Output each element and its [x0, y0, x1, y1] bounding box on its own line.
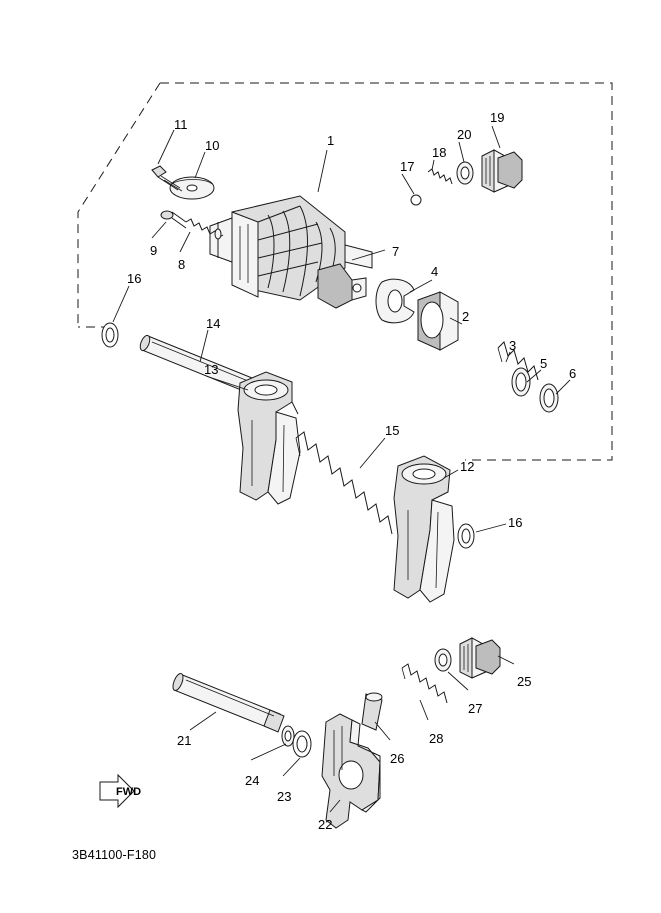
callout-17: 17	[400, 159, 415, 174]
callout-24: 24	[245, 773, 260, 788]
circlip-left	[102, 323, 118, 347]
stopper-bolt-assembly	[435, 638, 500, 678]
bearing-and-seals	[376, 279, 558, 412]
callout-21: 21	[177, 733, 192, 748]
part-code: 3B41100-F180	[72, 848, 157, 862]
callout-22: 22	[318, 817, 333, 832]
stopper-lever-pin	[362, 693, 382, 730]
callout-28: 28	[429, 731, 444, 746]
callout-11: 11	[174, 117, 188, 132]
fwd-label: FWD	[116, 786, 142, 798]
callout-16: 16	[127, 271, 142, 286]
callout-19: 19	[490, 110, 505, 125]
callout-10: 10	[205, 138, 220, 153]
callout-5: 5	[540, 356, 548, 371]
callout-20: 20	[457, 127, 472, 142]
callout-3: 3	[509, 338, 517, 353]
callout-4: 4	[431, 264, 439, 279]
callout-2: 2	[462, 309, 470, 324]
callout-6: 6	[569, 366, 577, 381]
callout-1: 1	[327, 133, 335, 148]
callout-14: 14	[206, 316, 221, 331]
callout-27: 27	[468, 701, 483, 716]
callout-25: 25	[517, 674, 532, 689]
stopper-assembly	[411, 150, 522, 205]
callout-23: 23	[277, 789, 292, 804]
callout-7: 7	[392, 244, 400, 259]
callout-8: 8	[178, 257, 186, 272]
callout-26: 26	[390, 751, 405, 766]
shift-cam	[210, 196, 372, 308]
shift-shaft	[171, 672, 284, 732]
callout-9: 9	[150, 243, 158, 258]
shaft-washers	[282, 726, 311, 757]
callout-16b: 16	[508, 515, 523, 530]
callout-12: 12	[460, 459, 475, 474]
callout-18: 18	[432, 145, 447, 160]
callout-13: 13	[204, 362, 219, 377]
shift-fork-left	[238, 372, 300, 504]
circlip-right	[458, 524, 474, 548]
callout-15: 15	[385, 423, 400, 438]
